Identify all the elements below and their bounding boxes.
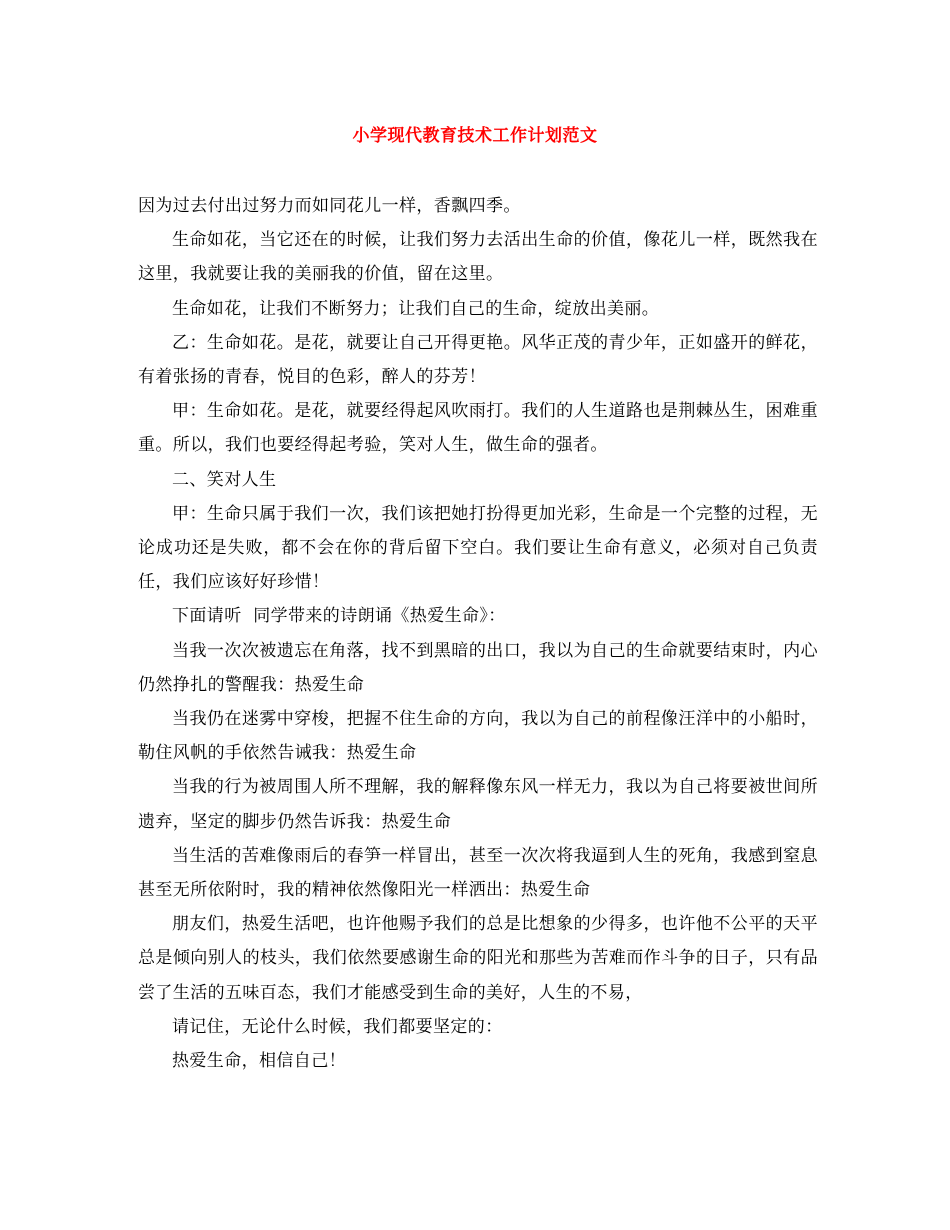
document-title: 小学现代教育技术工作计划范文 (352, 126, 598, 146)
paragraph-15: 热爱生命，相信自己！ (172, 1051, 346, 1072)
paragraph-10: 当我仍在迷雾中穿梭，把握不住生命的方向，我以为自己的前程像汪洋中的小船时，勒住风帆的手依然告诫我：热爱生命 (138, 709, 818, 764)
paragraph-9: 当我一次次被遗忘在角落，找不到黑暗的出口，我以为自己的生命就要结束时，内心仍然挣扎的警醒我：热爱生命 (138, 640, 818, 695)
paragraph-2: 生命如花，当它还在的时候，让我们努力去活出生命的价值，像花儿一样，既然我在这里，我就要让我的美丽我的价值，留在这里。 (138, 230, 818, 285)
paragraph-4: 乙：生命如花。是花，就要让自己开得更艳。风华正茂的青少年，正如盛开的鲜花，有着张扬的青春，悦目的色彩，醉人的芬芳！ (138, 332, 818, 388)
paragraph-5: 甲：生命如花。是花，就要经得起风吹雨打。我们的人生道路也是荆棘丛生，困难重重。所以，我们也要经得起考验，笑对人生，做生命的强者。 (138, 401, 818, 456)
paragraph-11: 当我的行为被周围人所不理解，我的解释像东风一样无力，我以为自己将要被世间所遗弃，坚定的脚步仍然告诉我：热爱生命 (138, 777, 818, 832)
paragraph-1: 因为过去付出过努力而如同花儿一样，香飘四季。 (138, 196, 521, 216)
document-body (138, 189, 818, 1078)
paragraph-14: 请记住，无论什么时候，我们都要坚定的： (172, 1016, 503, 1037)
paragraph-12: 当生活的苦难像雨后的春笋一样冒出，甚至一次次将我逼到人生的死角，我感到窒息甚至无所依附时，我的精神依然像阳光一样洒出：热爱生命 (138, 845, 818, 901)
section-heading: 二、笑对人生 (172, 469, 277, 490)
paragraph-3: 生命如花，让我们不断努力；让我们自己的生命，绽放出美丽。 (172, 298, 660, 319)
paragraph-13: 朋友们，热爱生活吧，也许他赐予我们的总是比想象的少得多，也许他不公平的天平总是倾向别人的枝头，我们依然要感谢生命的阳光和那些为苦难而作斗争的日子，只有品尝了生活的五味百态，我们才能感受到生命的美好，人生的不易， (138, 914, 818, 1003)
paragraph-8: 下面请听 同学带来的诗朗诵《热爱生命》： (172, 606, 506, 627)
paragraph-7: 甲：生命只属于我们一次，我们该把她打扮得更加光彩，生命是一个完整的过程，无论成功还是失败，都不会在你的背后留下空白。我们要让生命有意义，必须对自己负责任，我们应该好好珍惜！ (138, 503, 818, 593)
